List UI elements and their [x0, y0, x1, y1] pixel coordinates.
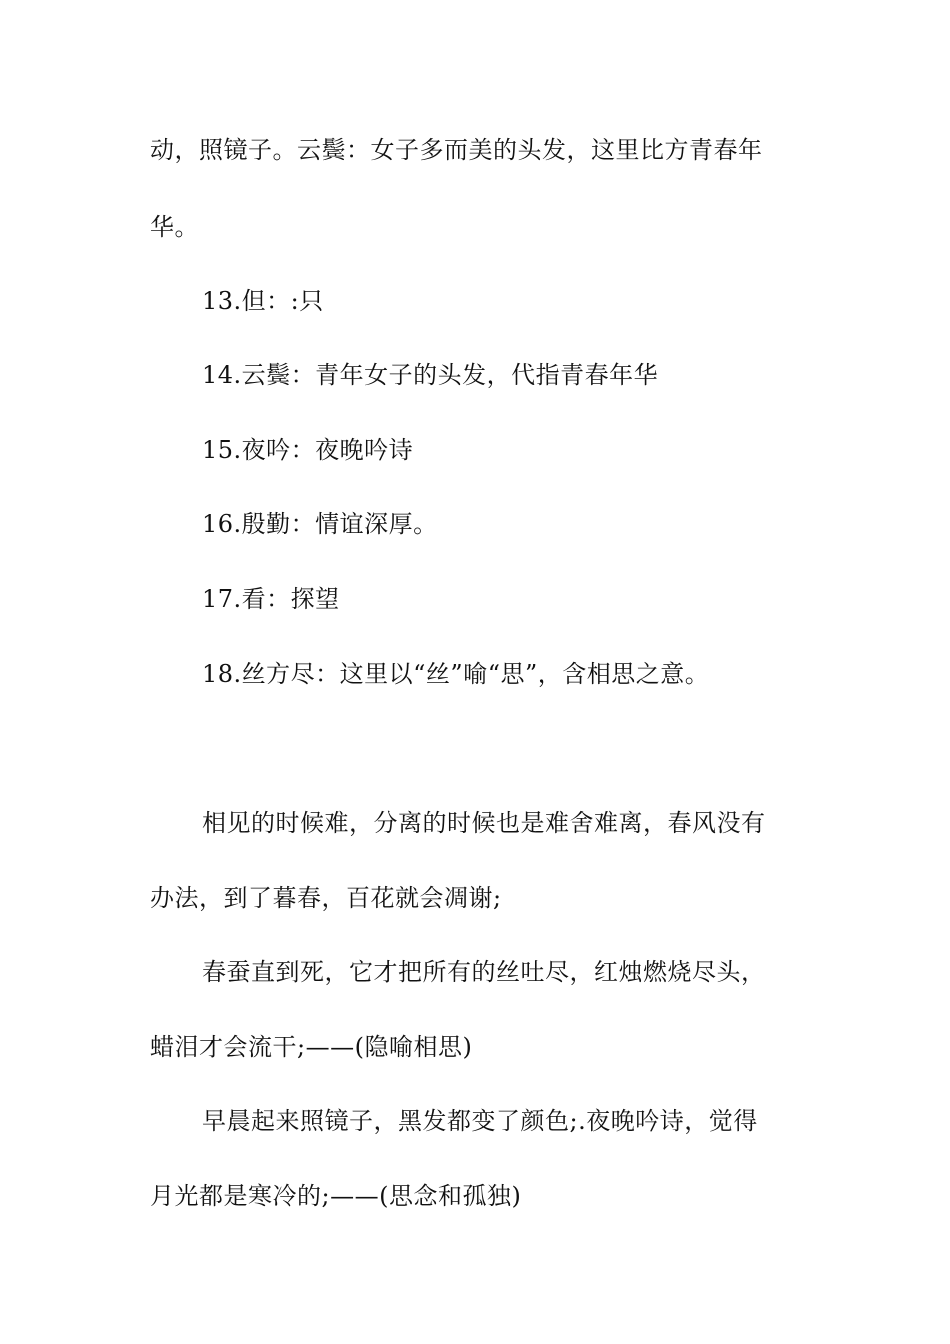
translation-line: 蜡泪才会流干;——(隐喻相思) [150, 1033, 473, 1061]
translation-line: 相见的时候难，分离的时候也是难舍难离，春风没有 [202, 809, 766, 837]
paragraph-line: 动，照镜子。云鬓：女子多而美的头发，这里比方青春年 [150, 136, 763, 164]
note-item: 13.但：:只 [202, 287, 324, 315]
paragraph-line: 华。 [150, 213, 199, 241]
note-item: 18.丝方尽：这里以“丝”喻“思”，含相思之意。 [202, 660, 710, 688]
translation-line: 春蚕直到死，它才把所有的丝吐尽，红烛燃烧尽头， [202, 958, 766, 986]
note-item: 16.殷勤：情谊深厚。 [202, 510, 438, 538]
note-item: 15.夜吟：夜晚吟诗 [202, 436, 414, 464]
translation-line: 月光都是寒冷的;——(思念和孤独) [150, 1182, 522, 1210]
note-item: 14.云鬓：青年女子的头发，代指青春年华 [202, 361, 659, 389]
note-item: 17.看：探望 [202, 585, 340, 613]
translation-line: 办法，到了暮春，百花就会凋谢; [150, 884, 502, 912]
translation-line: 早晨起来照镜子，黑发都变了颜色;.夜晚吟诗，觉得 [202, 1107, 758, 1135]
